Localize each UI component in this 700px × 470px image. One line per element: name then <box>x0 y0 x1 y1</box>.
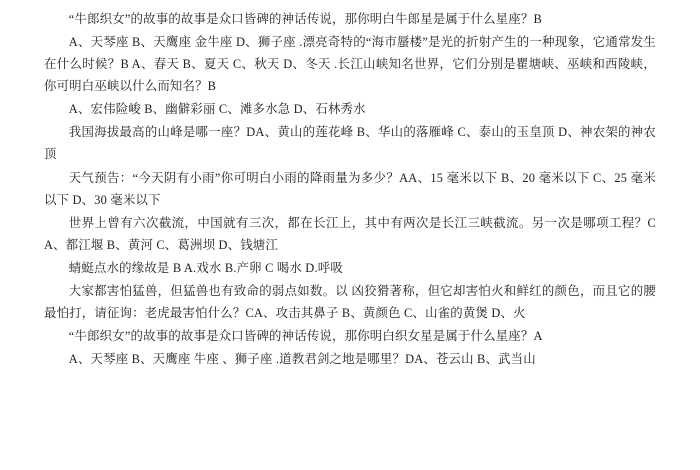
paragraph: 天气预告：“今天阴有小雨”你可明白小雨的降雨量为多少？AA、15 毫米以下 B、20 毫米以下 C、25 毫米以下 D、30 毫米以下 <box>44 170 656 207</box>
paragraph: 世界上曾有六次截流，中国就有三次，都在长江上，其中有两次是长江三峡截流。另一次是哪项工程？CA、都江堰 B、黄河 C、葛洲坝 D、钱塘江 <box>44 215 656 252</box>
paragraph: A、天琴座 B、天鹰座 金牛座 D、狮子座 .漂亮奇特的“海市蜃楼”是光的折射产生的一种现象，它通常发生在什么时候？B A、春天 B、夏天 C、秋天 D、冬天 .长江山峡知名世界，它们分别是瞿塘峡、巫峡和西陵峡，你可明白巫峡以什么而知名？B <box>44 35 656 94</box>
paragraph: 我国海拔最高的山峰是哪一座？DA、黄山的莲花峰 B、华山的落雁峰 C、泰山的玉皇顶 D、神农架的神农顶 <box>44 125 656 162</box>
paragraph: 大家都害怕猛兽，但猛兽也有致命的弱点如数。以 凶狡猾著称，但它却害怕火和鲜红的颜色，而且它的腰最怕打，请征询：老虎最害怕什么？CA、攻击其鼻子 B、黄颜色 C、山雀的黄煲 D、火 <box>44 283 656 321</box>
paragraph: A、宏伟险峻 B、幽僻彩丽 C、滩多水急 D、石林秀水 <box>68 102 366 117</box>
paragraph: 蜻蜓点水的缘故是 B A.戏水 B.产卵 C 喝水 D.呼吸 <box>68 260 343 275</box>
paragraph: “牛郎织女”的故事的故事是众口皆碑的神话传说，那你明白织女星是属于什么星座？A <box>68 329 543 344</box>
paragraph: A、天琴座 B、天鹰座 牛座 、狮子座 .道教君剑之地是哪里？DA、苍云山 B、武当山 <box>68 352 536 367</box>
paragraph: “牛郎织女”的故事的故事是众口皆碑的神话传说，那你明白牛郎星是属于什么星座？B <box>68 12 542 26</box>
